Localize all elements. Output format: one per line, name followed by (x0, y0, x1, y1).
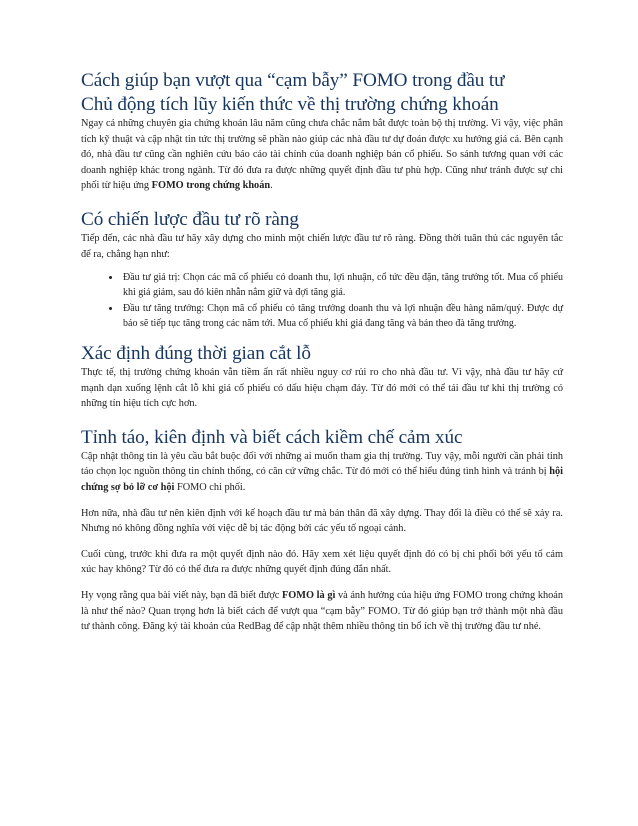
section-heading-strategy: Có chiến lược đầu tư rõ ràng (81, 208, 299, 230)
section-paragraph-strategy: Tiếp đến, các nhà đầu tư hãy xây dựng cho mình một chiến lược đầu tư rõ ràng. Đồng thời tuân thủ các nguyên tắc để ra, chẳng hạn như: (81, 232, 563, 260)
paragraph-text-end: và ảnh hưởng của hiệu ứng FOMO trong chứng khoán là như thế nào? Quan trọng hơn là biết cách để vượt qua “cạm bẫy” FOMO. Từ đó giúp bạn trở thành một nhà đầu tư thành công. Đăng ký tài khoản của RedBag để cập nhật thêm nhiều thông tin bổ ích về thị trường đầu tư nhé. (81, 589, 563, 633)
section-paragraph-emotion-2: Hơn nữa, nhà đầu tư nên kiên định với kế hoạch đầu tư mà bản thân đã xây dựng. Thay đổi là điều có thể sẽ xảy ra. Nhưng nó không đồng nghĩa với việc dễ bị tác động bởi các yếu tố ngoại cảnh. (81, 507, 563, 535)
paragraph-text-end: FOMO chi phối. (174, 481, 246, 493)
paragraph-text-end: . (270, 180, 273, 192)
list-item: • Đầu tư giá trị: Chọn các mã cổ phiếu có doanh thu, lợi nhuận, cổ tức đều đặn, tăng trưởng tốt. Mua cổ phiếu khi giá giảm, sau đó kiên nhẫn nắm giữ và đợi tăng giá. (121, 270, 563, 300)
section-paragraph-emotion-3: Cuối cùng, trước khi đưa ra một quyết định nào đó. Hãy xem xét liệu quyết định đó có bị chi phối bởi yếu tố cảm xúc hay không? Từ đó có thể đưa ra được những quyết định đúng đắn nhất. (81, 548, 563, 576)
section-heading-knowledge: Chủ động tích lũy kiến thức về thị trường chứng khoán (81, 94, 499, 115)
conclusion-paragraph (81, 588, 563, 635)
section-paragraph-emotion-1 (81, 449, 563, 496)
bold-keyword: hội chứng sợ bỏ lỡ cơ hội (81, 466, 563, 493)
paragraph-text: Ngay cả những chuyên gia chứng khoán lâu năm cũng chưa chắc nắm bắt được toàn bộ thị trường. Vì vậy, việc phân tích kỹ thuật và cập nhật tin tức thị trường sẽ phần nào giúp các nhà đầu tư dự đoán được xu hướng giá cả. Bên cạnh đó, nhà đầu tư cũng cần nghiên cứu báo cáo tài chính của doanh nghiệp bán cổ phiếu. So sánh tương quan với các doanh nghiệp khác trong ngành. Từ đó đưa ra được những quyết định đầu tư phù hợp. Cũng như tránh được sự chi phối từ hiệu ứng (81, 118, 563, 192)
bold-keyword: FOMO là gì (282, 589, 336, 601)
section-paragraph-stoploss: Thực tế, thị trường chứng khoán vẫn tiềm ẩn rất nhiều nguy cơ rủi ro cho nhà đầu tư. Vì vậy, nhà đầu tư hãy cứ mạnh dạn xuống lệnh cắt lỗ khi giá cổ phiếu có dấu hiệu chạm đáy. Từ đó mới có thể tái đầu tư khi thị trường có những tín hiệu tích cực hơn. (81, 366, 563, 410)
paragraph-text: Hy vọng rằng qua bài viết này, bạn đã biết được (81, 589, 282, 601)
strategy-list (81, 270, 563, 331)
section-heading-emotion: Tỉnh táo, kiên định và biết cách kiềm chế cảm xúc (81, 426, 463, 448)
page-title: Cách giúp bạn vượt qua “cạm bẫy” FOMO trong đầu tư (81, 70, 505, 91)
bold-keyword: FOMO trong chứng khoán (151, 180, 271, 192)
section-paragraph-knowledge (81, 116, 563, 194)
section-heading-stoploss: Xác định đúng thời gian cắt lỗ (81, 342, 311, 364)
paragraph-text: Cập nhật thông tin là yêu cầu bắt buộc đối với những ai muốn tham gia thị trường. Tuy vậy, mỗi người cần phải tỉnh táo chọn lọc nguồn thông tin chính thống, có căn cứ vững chắc. Từ đó mới có thể hiểu đúng tình hình và tránh bị (81, 450, 563, 478)
list-item: • Đầu tư tăng trưởng: Chọn mã cổ phiếu có tăng trưởng doanh thu và lợi nhuận đều hàng năm/quý. Được dự báo sẽ tiếp tục tăng trong các năm tới. Mua cổ phiếu khi giá đang tăng và bán theo đà tăng trưởng. (121, 301, 563, 331)
